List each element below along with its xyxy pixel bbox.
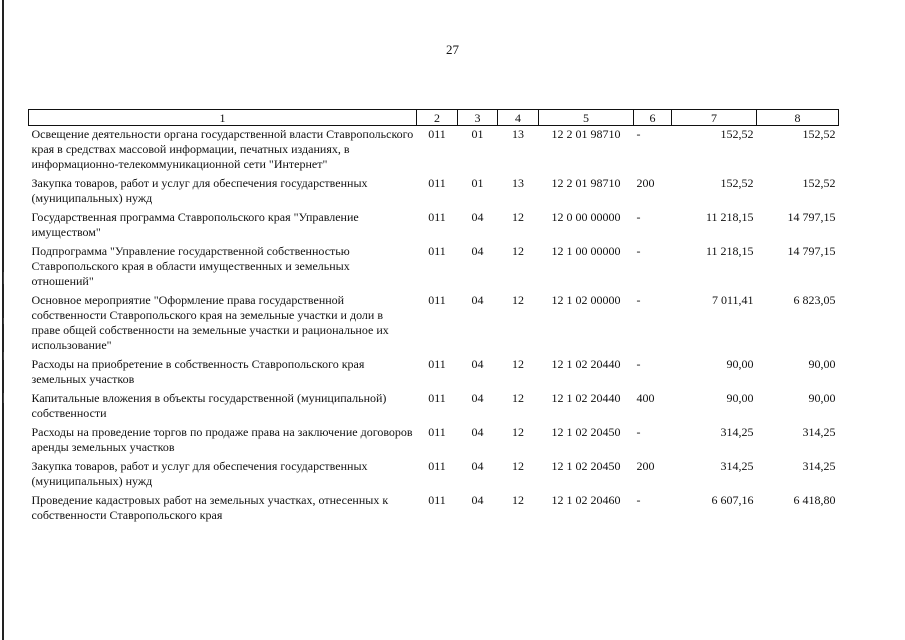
expense-name: Расходы на проведение торгов по продаже права на заключение договоров аренды земельных участков xyxy=(31,425,413,454)
section-code: 04 xyxy=(471,391,484,405)
column-header: 4 xyxy=(498,110,539,126)
expense-type-code: - xyxy=(636,293,641,307)
column-header: 6 xyxy=(634,110,672,126)
subsection-code: 13 xyxy=(512,176,524,190)
subsection-code: 12 xyxy=(512,293,524,307)
table-row xyxy=(29,390,839,424)
target-article-code: 12 2 01 98710 xyxy=(551,176,621,190)
table-row xyxy=(29,243,839,292)
amount-col-8: 90,00 xyxy=(808,357,836,371)
target-article-code: 12 1 02 20450 xyxy=(551,459,621,473)
amount-col-7: 7 011,41 xyxy=(711,293,754,307)
amount-col-8: 14 797,15 xyxy=(787,210,836,224)
scan-mark xyxy=(3,272,4,284)
amount-col-8: 152,52 xyxy=(802,176,836,190)
section-code: 04 xyxy=(471,210,484,224)
ministry-code: 011 xyxy=(428,425,446,439)
table-header-row xyxy=(29,110,839,126)
amount-col-8: 90,00 xyxy=(808,391,836,405)
target-article-code: 12 1 00 00000 xyxy=(551,244,621,258)
section-code: 04 xyxy=(471,244,484,258)
target-article-code: 12 1 02 20460 xyxy=(551,493,621,507)
amount-col-8: 314,25 xyxy=(802,425,836,439)
section-code: 04 xyxy=(471,459,484,473)
section-code: 04 xyxy=(471,357,484,371)
expense-type-code: - xyxy=(636,210,641,224)
expense-name: Закупка товаров, работ и услуг для обеспечения государственных (муниципальных) нужд xyxy=(31,459,368,488)
section-code: 04 xyxy=(471,293,484,307)
table-row xyxy=(29,126,839,176)
target-article-code: 12 0 00 00000 xyxy=(551,210,621,224)
amount-col-7: 90,00 xyxy=(726,357,754,371)
page-number: 27 xyxy=(446,42,459,57)
column-header: 1 xyxy=(29,110,417,126)
amount-col-8: 14 797,15 xyxy=(787,244,836,258)
subsection-code: 12 xyxy=(512,210,524,224)
expense-type-code: 400 xyxy=(636,391,655,405)
expense-type-code: - xyxy=(636,425,641,439)
expense-name: Расходы на приобретение в собственность Ставропольского края земельных участков xyxy=(31,357,365,386)
ministry-code: 011 xyxy=(428,127,446,141)
section-code: 01 xyxy=(471,176,484,190)
section-code: 04 xyxy=(471,425,484,439)
amount-col-7: 152,52 xyxy=(720,127,754,141)
subsection-code: 12 xyxy=(512,425,524,439)
expense-type-code: - xyxy=(636,357,641,371)
table-row xyxy=(29,492,839,526)
budget-table xyxy=(28,109,839,526)
column-header: 2 xyxy=(417,110,458,126)
scan-mark xyxy=(3,352,4,360)
subsection-code: 12 xyxy=(512,459,524,473)
expense-name: Освещение деятельности органа государственной власти Ставропольского края в средствах массовой информации, печатных изданиях, в информационно-телекоммуникационной сети "Интернет" xyxy=(31,127,414,171)
table-row xyxy=(29,356,839,390)
expense-name: Основное мероприятие "Оформление права государственной собственности Ставропольского края на земельные участки и доли в праве общей собственности на земельные участки и рациональное их использование" xyxy=(31,293,389,352)
table-row xyxy=(29,458,839,492)
table-row xyxy=(29,175,839,209)
expense-type-code: 200 xyxy=(636,176,655,190)
amount-col-7: 11 218,15 xyxy=(705,210,754,224)
amount-col-7: 152,52 xyxy=(720,176,754,190)
ministry-code: 011 xyxy=(428,391,446,405)
amount-col-7: 6 607,16 xyxy=(711,493,754,507)
target-article-code: 12 2 01 98710 xyxy=(551,127,621,141)
amount-col-7: 314,25 xyxy=(720,425,754,439)
target-article-code: 12 1 02 20450 xyxy=(551,425,621,439)
expense-type-code: 200 xyxy=(636,459,655,473)
subsection-code: 12 xyxy=(512,244,524,258)
amount-col-8: 314,25 xyxy=(802,459,836,473)
ministry-code: 011 xyxy=(428,293,446,307)
table-row xyxy=(29,209,839,243)
section-code: 04 xyxy=(471,493,484,507)
scan-mark xyxy=(3,318,4,324)
expense-type-code: - xyxy=(636,493,641,507)
subsection-code: 13 xyxy=(512,127,524,141)
subsection-code: 12 xyxy=(512,493,524,507)
column-header: 8 xyxy=(757,110,839,126)
expense-type-code: - xyxy=(636,244,641,258)
ministry-code: 011 xyxy=(428,357,446,371)
expense-type-code: - xyxy=(636,127,641,141)
table-row xyxy=(29,424,839,458)
expense-name: Подпрограмма "Управление государственной собственностью Ставропольского края в области имущественных и земельных отношений" xyxy=(31,244,350,288)
target-article-code: 12 1 02 20440 xyxy=(551,391,621,405)
target-article-code: 12 1 02 20440 xyxy=(551,357,621,371)
ministry-code: 011 xyxy=(428,210,446,224)
section-code: 01 xyxy=(471,127,484,141)
expense-name: Проведение кадастровых работ на земельных участках, отнесенных к собственности Ставропольского края xyxy=(31,493,389,522)
column-header: 7 xyxy=(672,110,757,126)
column-header: 5 xyxy=(539,110,634,126)
ministry-code: 011 xyxy=(428,459,446,473)
amount-col-7: 90,00 xyxy=(726,391,754,405)
ministry-code: 011 xyxy=(428,244,446,258)
ministry-code: 011 xyxy=(428,493,446,507)
subsection-code: 12 xyxy=(512,391,524,405)
amount-col-7: 314,25 xyxy=(720,459,754,473)
expense-name: Капитальные вложения в объекты государственной (муниципальной) собственности xyxy=(31,391,387,420)
column-header: 3 xyxy=(458,110,498,126)
amount-col-8: 152,52 xyxy=(802,127,836,141)
subsection-code: 12 xyxy=(512,357,524,371)
scan-mark xyxy=(3,393,4,403)
table-row xyxy=(29,292,839,356)
target-article-code: 12 1 02 00000 xyxy=(551,293,621,307)
ministry-code: 011 xyxy=(428,176,446,190)
amount-col-8: 6 823,05 xyxy=(793,293,836,307)
expense-name: Государственная программа Ставропольского края "Управление имуществом" xyxy=(31,210,359,239)
amount-col-7: 11 218,15 xyxy=(705,244,754,258)
expense-name: Закупка товаров, работ и услуг для обеспечения государственных (муниципальных) нужд xyxy=(31,176,368,205)
amount-col-8: 6 418,80 xyxy=(793,493,836,507)
